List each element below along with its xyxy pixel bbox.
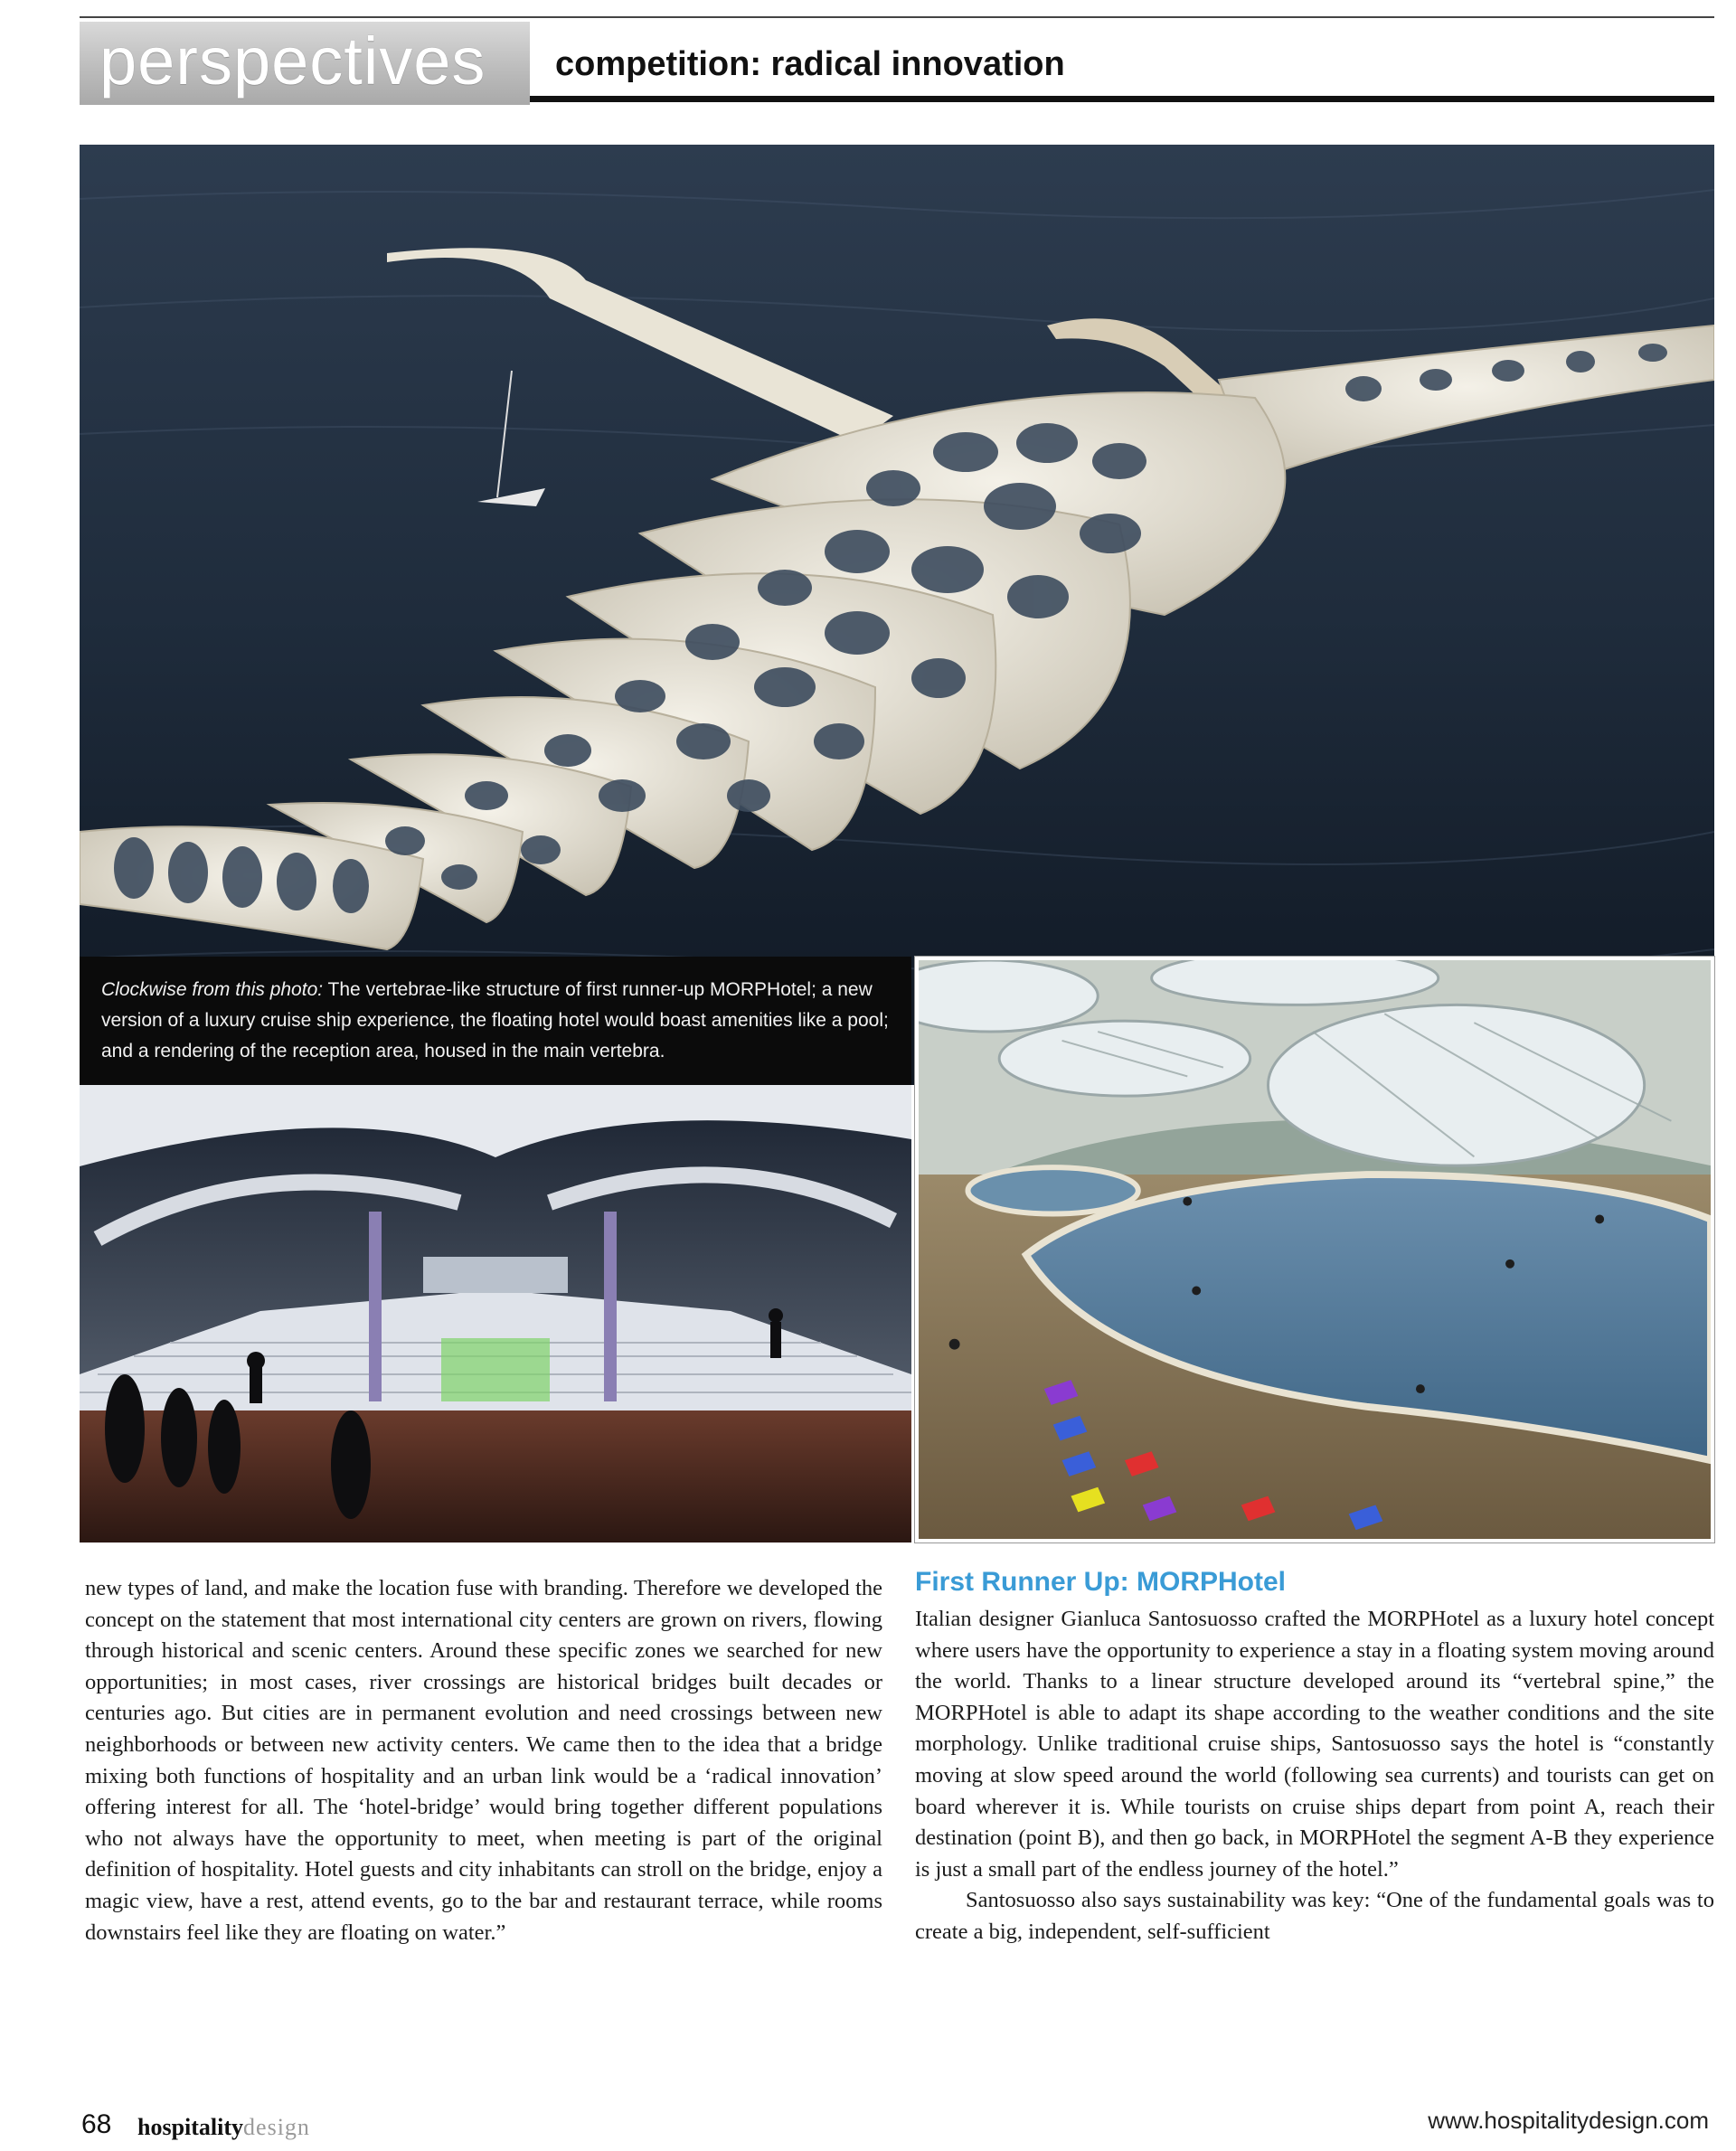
section-title: perspectives — [99, 24, 486, 99]
article-heading: First Runner Up: MORPHotel — [915, 1567, 1286, 1597]
morphotel-aerial-photo — [80, 145, 1714, 1085]
right-column — [915, 1604, 1714, 1948]
photo-caption — [80, 957, 911, 1085]
pool-photo — [915, 957, 1714, 1542]
caption-text: The vertebrae-like structure of first runner-up MORPHotel; a new version of a luxury cruise ship experience, the floating hotel would boast amenities like a pool; and a rendering of the reception area, housed in the main vertebra. — [101, 979, 889, 1061]
page-number: 68 — [81, 2109, 112, 2139]
header-rule — [530, 96, 1714, 102]
caption-lead: Clockwise from this photo: — [101, 979, 324, 1000]
top-rule — [80, 16, 1714, 18]
paragraph-2: Santosuosso also says sustainability was key: “One of the fundamental goals was to create a big, independent, self-sufficient — [915, 1888, 1714, 1944]
magazine-brand — [137, 2114, 310, 2141]
brand-light: design — [243, 2114, 310, 2140]
brand-bold: hospitality — [137, 2114, 244, 2140]
reception-area-photo — [80, 1085, 911, 1542]
rubric: competition: radical innovation — [555, 45, 1065, 83]
paragraph-1: Italian designer Gianluca Santosuosso crafted the MORPHotel as a luxury hotel concept where users have the opportunity to experience a stay in a floating system moving around the world. Thanks to a linear structure developed around its “vertebral spine,” the MORPHotel is able to adapt its shape according to the weather conditions and the site morphology. Unlike traditional cruise ships, Santosuosso says the hotel is “constantly moving at slow speed around the world (following sea currents) and tourists can get on board wherever it is. While tourists on cruise ships depart from point A, reach their destination (point B), and then go back, in MORPHotel the segment A-B they experience is just a small part of the endless journey of the hotel.” — [915, 1607, 1714, 1882]
left-column-text: new types of land, and make the location fuse with branding. Therefore we developed the concept on the statement that most international city centers are grown on rivers, flowing through historical and scenic centers. Around these specific zones we searched for new opportunities; in most cases, river crossings are historical bridges built decades or centuries ago. But cities are in permanent evolution and need crossings between new neighborhoods or between new activity centers. We came then to the idea that a bridge mixing both functions of hospitality and an urban link would be a ‘radical innovation’ offering interest for all. The ‘hotel-bridge’ would bring together different populations who not always have the opportunity to meet, when meeting is part of the original definition of hospitality. Hotel guests and city inhabitants can stroll on the bridge, enjoy a magic view, have a rest, attend events, go to the bar and restaurant terrace, while rooms downstairs feel like they are floating on water.” — [85, 1576, 882, 1945]
section-tab — [80, 22, 530, 105]
website-url: www.hospitalitydesign.com — [1428, 2107, 1709, 2134]
